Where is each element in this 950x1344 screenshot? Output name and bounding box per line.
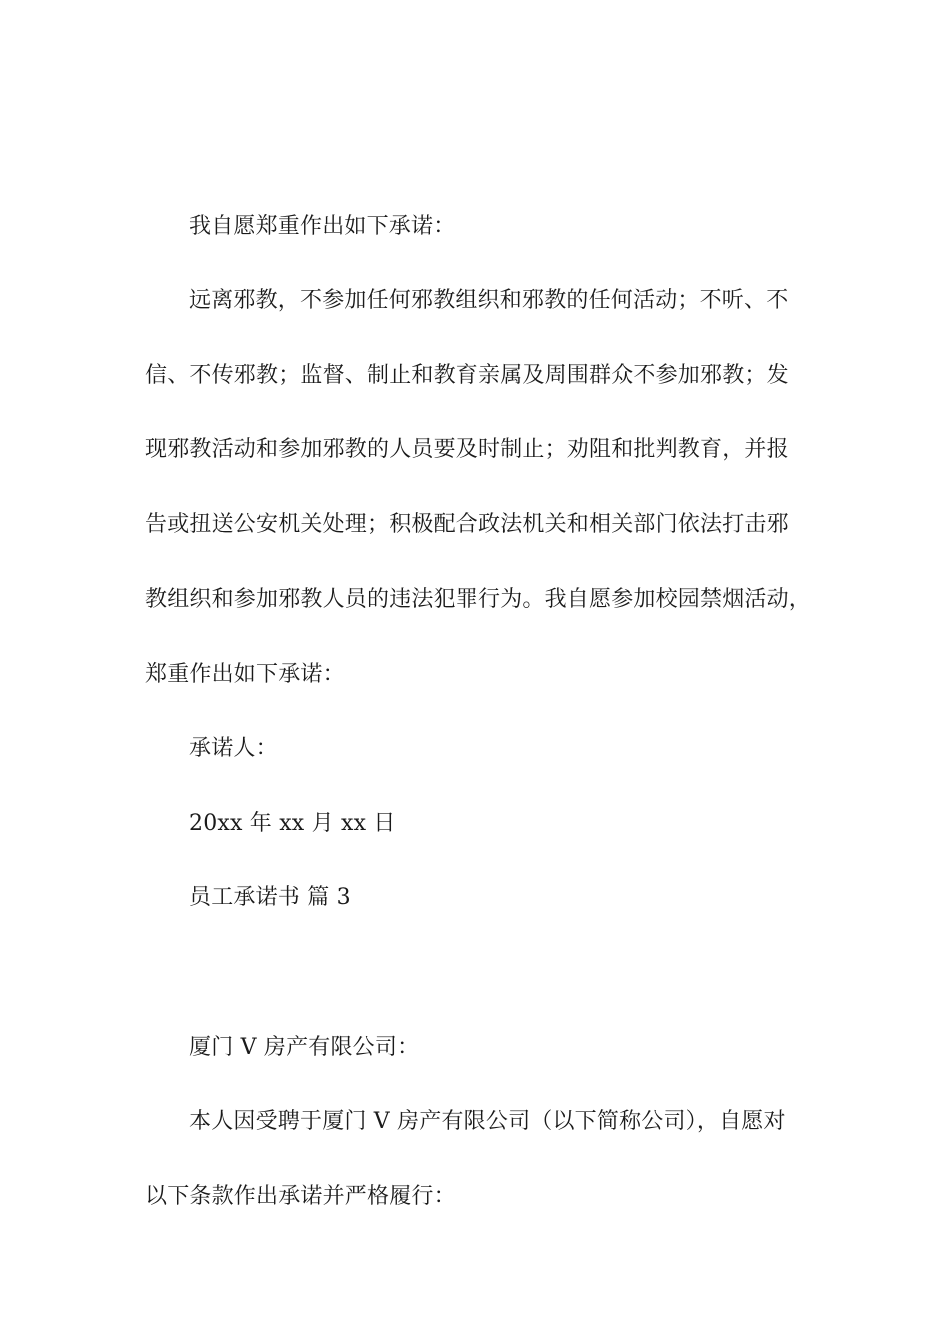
date-line: 20xx 年 xx 月 xx 日 bbox=[189, 811, 396, 836]
paragraph-line: 我自愿郑重作出如下承诺： bbox=[189, 214, 456, 239]
paragraph-line: 教组织和参加邪教人员的违法犯罪行为。我自愿参加校园禁烟活动， bbox=[145, 587, 812, 612]
paragraph-line: 以下条款作出承诺并严格履行： bbox=[145, 1184, 456, 1209]
paragraph-line: 远离邪教，不参加任何邪教组织和邪教的任何活动；不听、不 bbox=[189, 288, 789, 313]
paragraph-line: 现邪教活动和参加邪教的人员要及时制止；劝阻和批判教育，并报 bbox=[145, 437, 789, 462]
paragraph-line: 郑重作出如下承诺： bbox=[145, 662, 345, 687]
signature-label: 承诺人： bbox=[189, 736, 278, 761]
addressee-line: 厦门 V 房产有限公司： bbox=[189, 1035, 420, 1060]
section-heading: 员工承诺书 篇 3 bbox=[189, 885, 351, 910]
paragraph-line: 信、不传邪教；监督、制止和教育亲属及周围群众不参加邪教；发 bbox=[145, 363, 789, 388]
paragraph-line: 告或扭送公安机关处理；积极配合政法机关和相关部门依法打击邪 bbox=[145, 512, 789, 537]
paragraph-line: 本人因受聘于厦门 V 房产有限公司（以下简称公司），自愿对 bbox=[189, 1109, 786, 1134]
